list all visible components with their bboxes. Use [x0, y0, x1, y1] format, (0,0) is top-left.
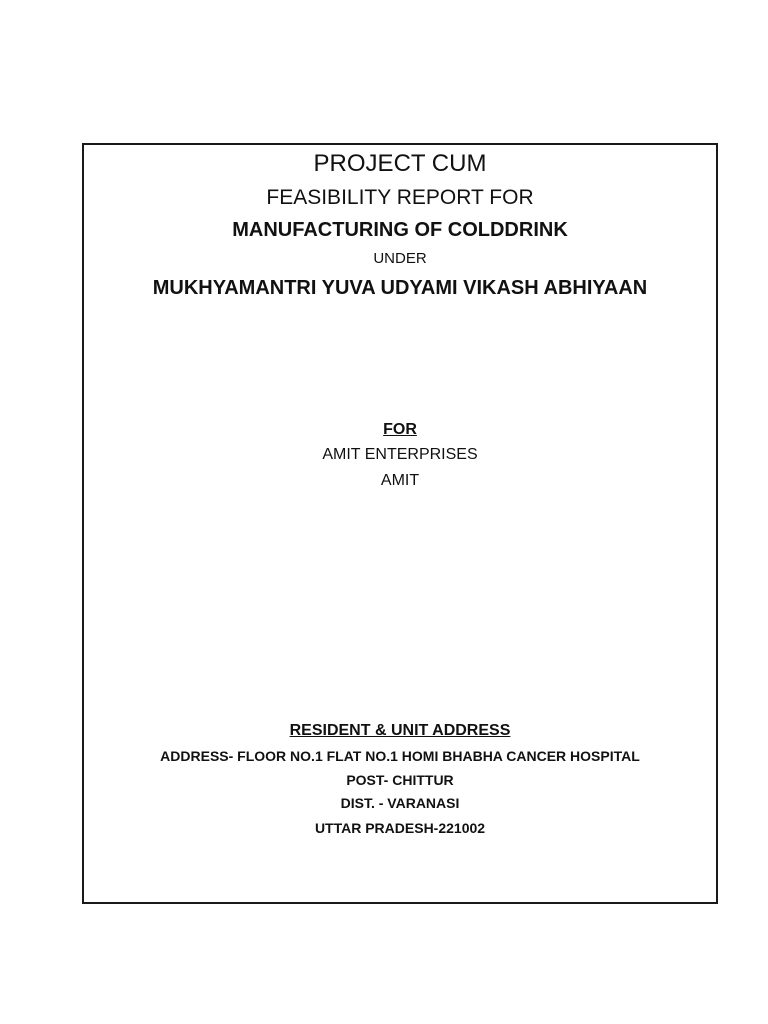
title-line-project-cum: PROJECT CUM [313, 150, 487, 177]
cover-page-frame [82, 143, 718, 904]
title-line-feasibility-report: FEASIBILITY REPORT FOR [266, 186, 534, 209]
enterprise-name: AMIT ENTERPRISES [322, 446, 478, 463]
address-line-street: ADDRESS- FLOOR NO.1 FLAT NO.1 HOMI BHABHA CANCER HOSPITAL [160, 748, 640, 764]
title-line-scheme-name: MUKHYAMANTRI YUVA UDYAMI VIKASH ABHIYAAN [152, 277, 648, 299]
address-heading: RESIDENT & UNIT ADDRESS [289, 722, 511, 739]
address-line-post: POST- CHITTUR [346, 772, 454, 788]
title-line-manufacturing: MANUFACTURING OF COLDDRINK [232, 219, 568, 241]
address-line-state: UTTAR PRADESH-221002 [314, 820, 486, 836]
proprietor-name: AMIT [380, 472, 420, 489]
title-line-under: UNDER [373, 250, 427, 267]
for-heading: FOR [383, 421, 417, 438]
address-line-district: DIST. - VARANASI [340, 795, 460, 811]
